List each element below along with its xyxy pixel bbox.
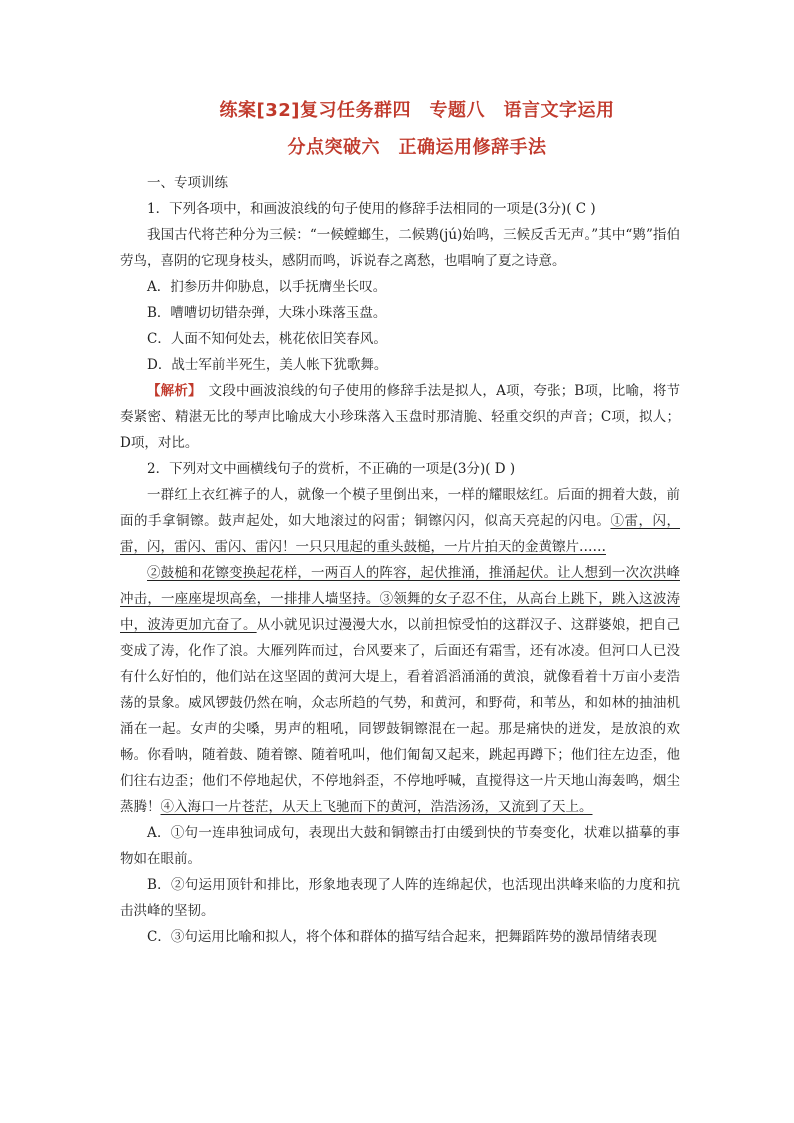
question-1-option-b: B．嘈嘈切切错杂弹，大珠小珠落玉盘。 [147, 305, 387, 321]
question-2-passage-2 [120, 560, 680, 820]
question-1-option-d: D．战士军前半死生，美人帐下犹歌舞。 [147, 357, 388, 373]
underlined-sentence-2: ②鼓槌和花镲变换起花样，一两百人的阵容，起伏推涌，推涌起伏。让人想到一次次洪峰冲击，一座座堤坝高垒，一排排人墙坚持。 [120, 565, 680, 607]
question-2-option-b: B．②句运用顶针和排比，形象地表现了人阵的连绵起伏，也活现出洪峰来临的力度和抗击洪峰的坚韧。 [120, 877, 680, 919]
question-2-option-c: C．③句运用比喻和拟人，将个体和群体的描写结合起来，把舞蹈阵势的激昂情绪表现 [147, 929, 657, 945]
underlined-sentence-1: ①雷，闪，雷，闪，雷闪、雷闪、雷闪！一只只甩起的重头鼓槌，一片片拍天的金黄镲片…… [120, 513, 681, 555]
question-1-option-a: A．扪参历井仰胁息，以手抚膺坐长叹。 [147, 279, 387, 295]
underlined-sentence-4: ④入海口一片苍茫，从天上飞驰而下的黄河，浩浩汤汤，又流到了天上。 [160, 799, 593, 815]
passage-text: 从小就见识过漫漫大水，以前担惊受怕的这群汉子、这群婆娘，把自己变成了涛，化作了浪。大雁列阵而过，台风要来了，后面还有霜雪，还有冰凌。但河口人已没有什么好怕的，他们站在这坚固的黄河大堤上，看着滔滔涌涌的黄浪，就像看着十万亩小麦浩荡的景象。威风锣鼓仍然在响，众志所趋的气势，和黄河，和野荷，和苇丛，和如林的抽油机涌在一起。女声的尖嗓，男声的粗吼，同锣鼓铜镲混在一起。那是痛快的迸发，是放浪的欢畅。你看呐，随着鼓、随着镲、随着吼叫，他们匍匐又起来，跳起再蹲下；他们往左边歪，他们往右边歪；他们不停地起伏，不停地斜歪，不停地呼喊，直搅得这一片天地山海轰鸣，烟尘蒸腾！ [120, 617, 680, 815]
question-2-option-a: A．①句一连串独词成句，表现出大鼓和铜镲击打由缓到快的节奏变化，状难以描摹的事物如在眼前。 [120, 825, 680, 867]
question-1-passage: 我国古代将芒种分为三候：“一候螳螂生，二候䴗(jú)始鸣，三候反舌无声。”其中“䴗”指伯劳鸟，喜阴的它现身枝头，感阴而鸣，诉说春之离愁，也唱响了夏之诗意。 [120, 227, 680, 269]
question-2-stem: 2．下列对文中画横线句子的赏析，不正确的一项是(3分)( D ) [147, 461, 516, 477]
underlined-sentence-3: ③领舞的女子忍不住，从高台上跳下，跳入这波涛中，波涛更加亢奋了。 [120, 591, 681, 633]
question-1-option-c: C．人面不知何处去，桃花依旧笑春风。 [147, 331, 387, 347]
section-heading: 一、专项训练 [147, 175, 228, 191]
page-subtitle: 分点突破六 正确运用修辞手法 [287, 137, 547, 158]
analysis-text: 文段中画波浪线的句子使用的修辞手法是拟人，A项，夸张；B项，比喻，将节奏紧密、精湛无比的琴声比喻成大小珍珠落入玉盘时那清脆、轻重交织的声音；C项，拟人；D项，对比。 [120, 383, 681, 451]
page-title: 练案[32]复习任务群四 专题八 语言文字运用 [219, 100, 615, 121]
passage-text: 一群红上衣红裤子的人，就像一个模子里倒出来，一样的耀眼炫红。后面的拥着大鼓，前面的手拿铜镲。鼓声起处，如大地滚过的闷雷；铜镲闪闪，似高天亮起的闪电。 [120, 487, 680, 529]
analysis-label: 【解析】 [147, 383, 195, 399]
question-1-stem: 1．下列各项中，和画波浪线的句子使用的修辞手法相同的一项是(3分)( C ) [147, 201, 596, 217]
question-1-analysis [120, 378, 680, 456]
document-body [120, 170, 680, 950]
question-2-passage-1 [120, 482, 680, 560]
